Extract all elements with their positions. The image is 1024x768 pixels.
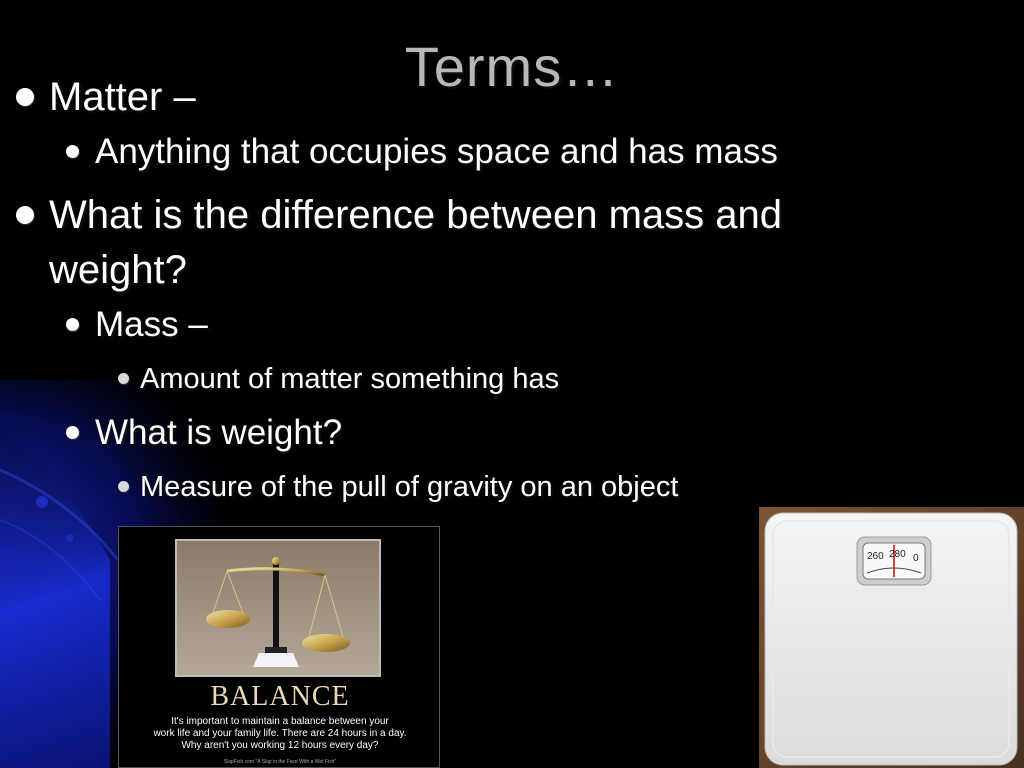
bullet-dot-icon	[16, 206, 34, 224]
poster-title: BALANCE	[210, 681, 350, 712]
dial-label-0: 0	[913, 553, 919, 564]
bullet-dot-icon	[66, 318, 79, 331]
bullet-text: Matter –	[49, 75, 196, 119]
bullet-text: Amount of matter something has	[140, 363, 560, 395]
bullet-dot-icon	[118, 481, 129, 492]
bullet-mass	[14, 298, 894, 352]
bullet-text: Mass –	[95, 305, 208, 344]
bathroom-scale-photo	[759, 507, 1024, 768]
dial-label-280: 280	[889, 549, 906, 560]
bullet-matter	[14, 70, 894, 125]
balance-poster-image	[118, 526, 440, 768]
bullet-text: What is the difference between mass and weight?	[49, 193, 783, 292]
poster-footer: SlapFish.com "A Slap in the Face With a Wet Fish"	[223, 759, 337, 765]
bullet-weight-definition	[14, 460, 894, 514]
balance-scale-photo	[175, 539, 381, 677]
bullet-weight-question	[14, 406, 894, 460]
bullet-text: Measure of the pull of gravity on an object	[140, 471, 679, 503]
bullet-mass-definition	[14, 352, 894, 406]
bullet-dot-icon	[66, 426, 79, 439]
bullet-dot-icon	[16, 88, 34, 106]
bullet-matter-definition	[14, 125, 894, 179]
bullet-text: Anything that occupies space and has mass	[95, 132, 778, 171]
bullet-text: What is weight?	[95, 413, 343, 452]
bullet-question	[14, 188, 894, 298]
dial-label-260: 260	[867, 551, 884, 562]
slide-title: Terms…	[404, 35, 620, 98]
bullet-dot-icon	[66, 145, 79, 158]
poster-caption: It's important to maintain a balance between your work life and your family life. There are 24 hours in a day. Why aren't you working 12 hours every day?	[153, 716, 407, 751]
bullet-list	[14, 70, 894, 514]
bullet-dot-icon	[118, 373, 129, 384]
